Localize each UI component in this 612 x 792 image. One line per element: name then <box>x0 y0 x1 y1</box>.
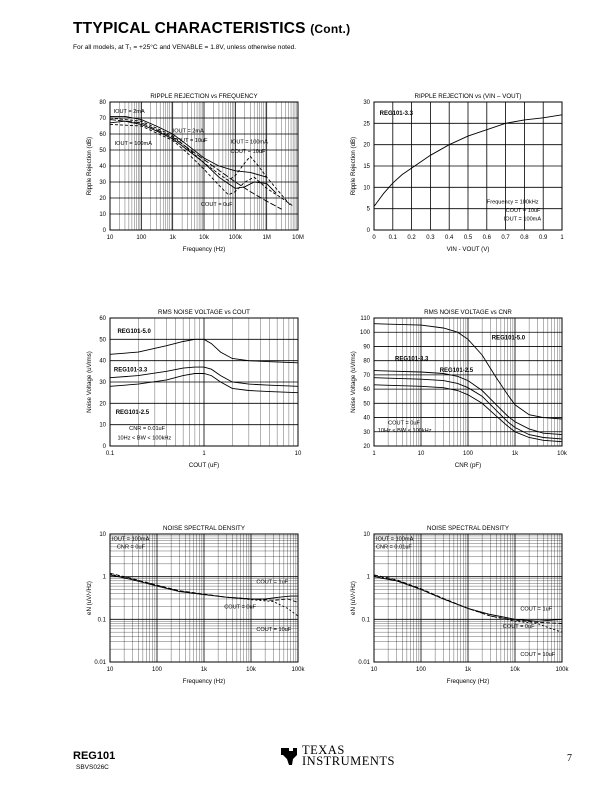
y-tick-label: 80 <box>99 100 106 106</box>
x-tick-label: 0.1 <box>105 451 115 457</box>
y-tick-label: 0.01 <box>94 660 106 666</box>
x-tick-label: 1M <box>262 235 271 241</box>
y-tick-label: 40 <box>99 164 106 170</box>
chart-annotation: IOUT = 2mA <box>113 109 145 116</box>
y-tick-label: 1 <box>366 574 370 581</box>
x-tick-label: 1 <box>202 451 206 457</box>
chart-svg <box>80 88 320 288</box>
footer-doc-number: SBVS026C <box>76 764 109 771</box>
chart-title: NOISE SPECTRAL DENSITY <box>163 525 245 532</box>
chart-annotation: IOUT = 100mA <box>503 216 542 223</box>
chart-annotation: REG101-3.3 <box>113 367 148 374</box>
x-tick-label: 0 <box>372 235 376 241</box>
chart-annotation: REG101-5.0 <box>117 328 151 335</box>
chart-title: RMS NOISE VOLTAGE vs CNR <box>424 309 512 316</box>
chart-annotation: REG101-2.5 <box>439 368 474 375</box>
chart-svg <box>80 520 320 720</box>
x-tick-label: 0.7 <box>501 235 510 241</box>
x-axis-label: Frequency (Hz) <box>446 678 490 685</box>
y-tick-label: 30 <box>99 180 106 186</box>
y-tick-label: 5 <box>366 206 370 213</box>
page-subtitle: For all models, at T₁ = +25°C and VENABLE = 1.8V, unless otherwise noted. <box>73 44 297 51</box>
x-tick-label: 0.9 <box>539 235 548 241</box>
x-tick-label: 0.6 <box>482 235 491 241</box>
footer-brand-line2: INSTRUMENTS <box>302 754 396 768</box>
y-tick-label: 10 <box>363 185 370 192</box>
page-title-text: TTYPICAL CHARACTERISTICS <box>73 20 306 37</box>
y-tick-label: 15 <box>363 164 370 170</box>
x-tick-label: 10k <box>557 451 567 457</box>
chart-annotation: COUT = 0uF <box>388 420 420 427</box>
chart-svg <box>344 88 584 288</box>
chart-svg <box>344 304 584 504</box>
y-axis-label: eN (uV/√Hz) <box>350 581 357 615</box>
x-tick-label: 100 <box>462 451 474 457</box>
x-tick-label: 0.8 <box>520 235 529 241</box>
y-tick-label: 10 <box>363 532 370 538</box>
x-tick-label: 10k <box>246 667 256 673</box>
page-title-cont: (Cont.) <box>310 22 351 36</box>
chart-title: RIPPLE REJECTION vs (VIN – VOUT) <box>414 93 522 100</box>
chart-annotation: COUT = 10uF <box>505 208 541 215</box>
y-tick-label: 40 <box>363 415 370 422</box>
x-tick-label: 10k <box>510 667 520 673</box>
chart-annotation: IOUT = 100mA <box>230 139 268 146</box>
y-tick-label: 20 <box>363 142 370 149</box>
y-tick-label: 60 <box>99 316 106 322</box>
chart-noise-vs-cout <box>80 304 320 504</box>
chart-annotation: COUT = 10uF <box>520 651 556 658</box>
x-tick-label: 10 <box>106 667 114 673</box>
x-tick-label: 10 <box>417 451 425 457</box>
footer-logo <box>280 745 395 767</box>
x-tick-label: 1k <box>511 451 519 457</box>
x-tick-label: 10 <box>106 235 114 241</box>
chart-annotation: CNR = 0uF <box>116 544 146 551</box>
x-tick-label: 1k <box>200 667 208 673</box>
chart-annotation: COUT = 10uF <box>256 626 292 633</box>
y-axis-label: Ripple Rejection (dB) <box>350 136 357 196</box>
y-tick-label: 90 <box>363 344 370 351</box>
series-line <box>110 124 293 206</box>
y-tick-label: 30 <box>363 429 370 436</box>
y-tick-label: 20 <box>99 401 106 408</box>
chart-ripple-vs-frequency <box>80 88 320 288</box>
y-tick-label: 70 <box>363 372 370 379</box>
chart-annotation: 10Hz < BW < 100kHz <box>377 427 432 434</box>
y-axis-label: eN (uV/√Hz) <box>86 581 93 615</box>
y-tick-label: 60 <box>99 132 106 138</box>
chart-annotation: REG101-5.0 <box>491 335 526 342</box>
chart-svg <box>344 520 584 720</box>
chart-annotation: COUT = 0uF <box>200 202 233 208</box>
y-tick-label: 60 <box>363 387 370 394</box>
chart-annotation: COUT = 0uF <box>502 624 535 631</box>
x-tick-label: 10M <box>292 235 304 241</box>
x-tick-label: 10 <box>294 451 302 457</box>
y-tick-label: 70 <box>99 116 106 122</box>
y-tick-label: 0.1 <box>97 617 106 624</box>
x-tick-label: 0.3 <box>426 235 435 241</box>
y-tick-label: 30 <box>363 100 370 106</box>
y-tick-label: 10 <box>99 532 106 538</box>
y-tick-label: 30 <box>99 380 106 386</box>
chart-svg <box>80 304 320 504</box>
y-tick-label: 80 <box>363 358 370 365</box>
chart-annotation: CNR = 0.01uF <box>129 426 166 432</box>
x-tick-label: 1k <box>169 235 176 241</box>
y-tick-label: 40 <box>99 358 106 365</box>
footer-part-number: REG101 <box>73 750 116 762</box>
chart-annotation: 10Hz < BW < 100kHz <box>117 435 172 442</box>
y-tick-label: 100 <box>359 330 370 337</box>
x-tick-label: 100k <box>555 667 569 673</box>
chart-annotation: COUT = 0uF <box>224 604 257 611</box>
y-tick-label: 50 <box>99 337 106 344</box>
y-tick-label: 0 <box>102 228 106 234</box>
x-tick-label: 100 <box>415 667 427 673</box>
chart-annotation: IOUT = 100mA <box>114 141 152 148</box>
chart-title: RMS NOISE VOLTAGE vs COUT <box>158 309 250 316</box>
chart-annotation: COUT = 10uF <box>230 149 266 156</box>
x-tick-label: 1 <box>372 451 376 457</box>
y-tick-label: 50 <box>363 401 370 408</box>
chart-noise-density-right <box>344 520 584 720</box>
y-tick-label: 0 <box>366 228 370 234</box>
x-tick-label: 10k <box>199 235 209 241</box>
chart-annotation: REG101-3.3 <box>395 356 429 363</box>
x-tick-label: 100k <box>291 667 305 673</box>
x-tick-label: 0.1 <box>388 235 397 241</box>
y-tick-label: 50 <box>99 148 106 154</box>
chart-ripple-vs-vin-vout <box>344 88 584 288</box>
x-tick-label: 0.5 <box>463 235 473 241</box>
chart-title: RIPPLE REJECTION vs FREQUENCY <box>150 93 258 100</box>
y-tick-label: 0.01 <box>358 660 370 666</box>
chart-annotation: IOUT = 100mA <box>375 536 414 543</box>
page-title <box>73 20 350 38</box>
chart-noise-vs-cnr <box>344 304 584 504</box>
x-tick-label: 100 <box>151 667 163 673</box>
chart-annotation: COUT = 1uF <box>520 606 553 613</box>
chart-annotation: COUT = 1uF <box>256 579 289 586</box>
x-axis-label: COUT (uF) <box>188 462 220 469</box>
y-axis-label: Noise Voltage (uVrms) <box>86 351 93 413</box>
y-tick-label: 10 <box>99 422 106 429</box>
chart-annotation: IOUT = 2mA <box>172 128 204 135</box>
x-axis-label: VIN - VOUT (V) <box>446 246 490 253</box>
footer-page-number: 7 <box>567 753 572 764</box>
x-tick-label: 10 <box>370 667 378 673</box>
x-tick-label: 100k <box>228 235 242 241</box>
x-tick-label: 100 <box>136 235 147 241</box>
x-axis-label: Frequency (Hz) <box>182 678 226 685</box>
y-axis-label: Noise Voltage (uVrms) <box>350 351 357 413</box>
y-tick-label: 0 <box>102 444 106 450</box>
x-tick-label: 0.2 <box>407 235 416 241</box>
y-tick-label: 10 <box>99 212 106 218</box>
x-axis-label: CNR (pF) <box>454 462 482 469</box>
y-axis-label: Ripple Rejection (dB) <box>86 136 93 196</box>
chart-annotation: REG101-3.3 <box>379 110 413 117</box>
chart-annotation: IOUT = 100mA <box>111 536 150 543</box>
chart-annotation: CNR = 0.01uF <box>375 544 412 551</box>
y-tick-label: 1 <box>102 574 106 581</box>
y-tick-label: 20 <box>99 196 106 202</box>
chart-title: NOISE SPECTRAL DENSITY <box>427 525 509 532</box>
footer-brand-line1: TEXAS <box>302 743 345 757</box>
x-tick-label: 1 <box>560 235 564 241</box>
y-tick-label: 20 <box>363 444 370 450</box>
y-tick-label: 25 <box>363 121 370 128</box>
y-tick-label: 110 <box>360 316 370 322</box>
x-tick-label: 1k <box>464 667 472 673</box>
chart-annotation: COUT = 10uF <box>172 138 208 144</box>
chart-annotation: REG101-2.5 <box>115 410 150 416</box>
x-tick-label: 0.4 <box>445 235 454 241</box>
y-tick-label: 0.1 <box>361 617 370 624</box>
ti-logo-icon <box>280 746 298 766</box>
chart-annotation: Frequency = 100kHz <box>486 199 539 206</box>
x-axis-label: Frequency (Hz) <box>182 246 226 253</box>
chart-noise-density-left <box>80 520 320 720</box>
